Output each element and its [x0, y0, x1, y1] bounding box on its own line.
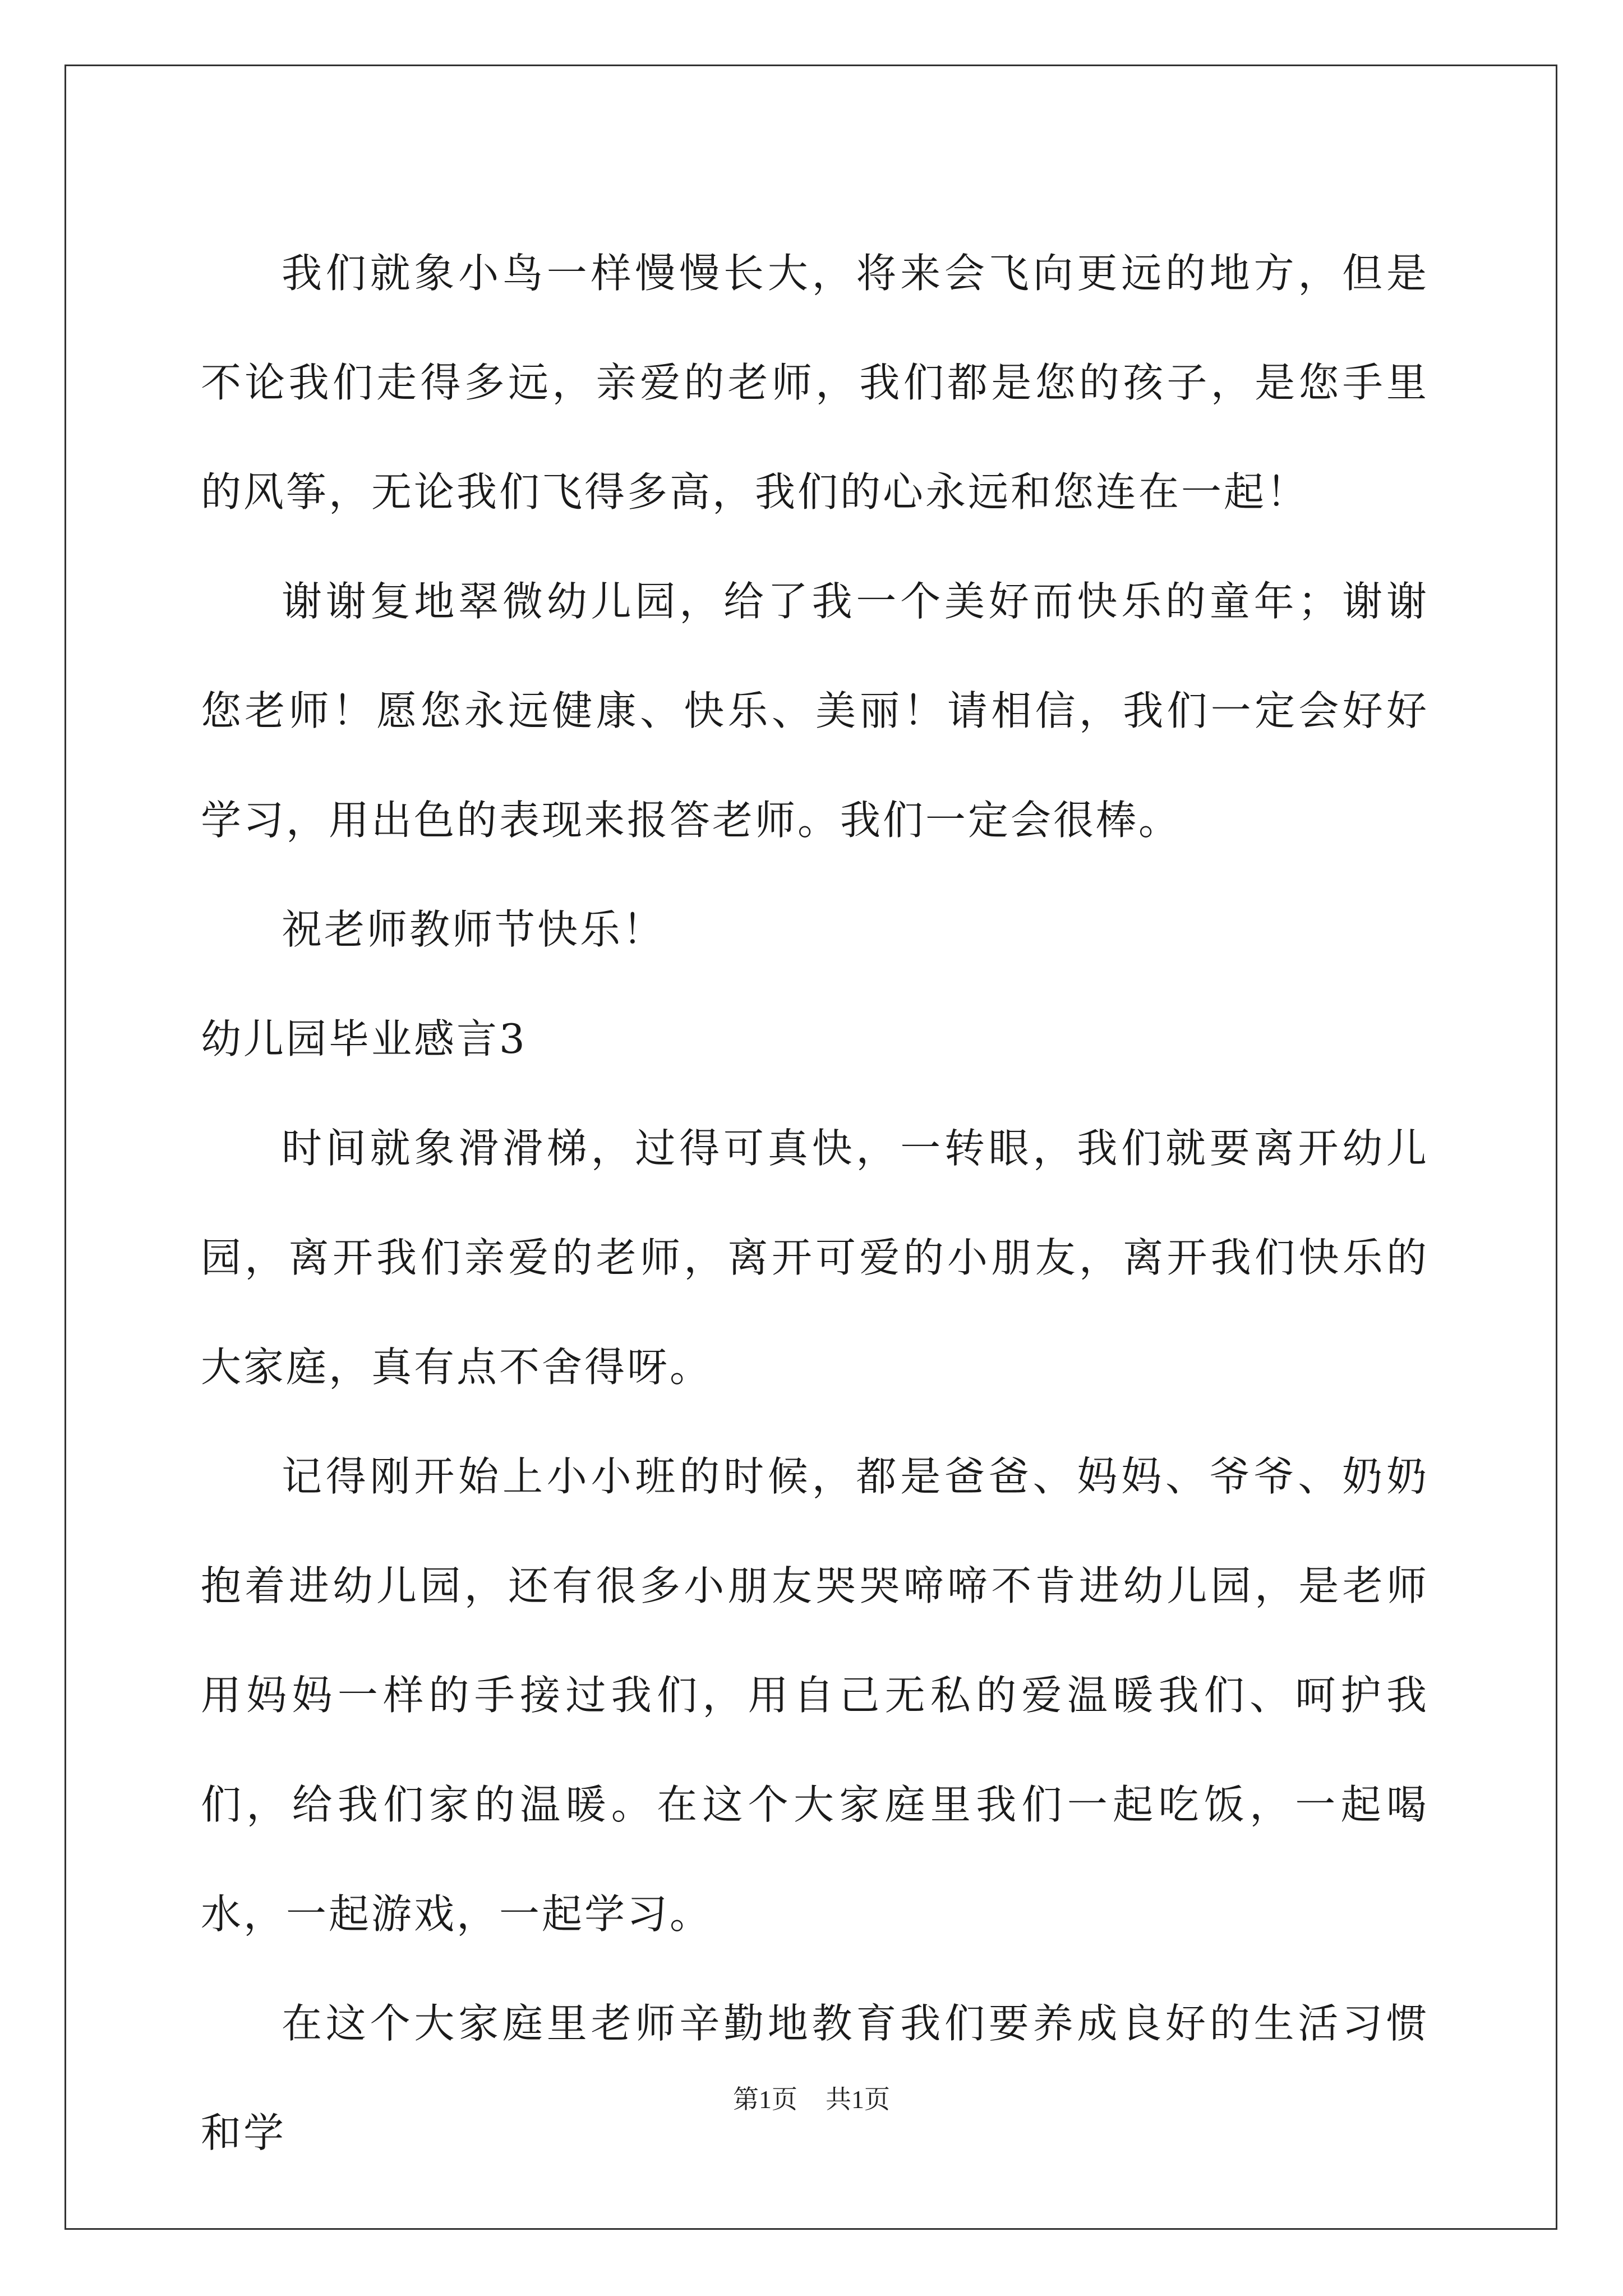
- paragraph: 记得刚开始上小小班的时候，都是爸爸、妈妈、爷爷、奶奶抱着进幼儿园，还有很多小朋友哭哭啼啼不肯进幼儿园，是老师用妈妈一样的手接过我们，用自己无私的爱温暖我们、呵护我们，给我们家的温暖。在这个大家庭里我们一起吃饭，一起喝水，一起游戏，一起学习。: [201, 1453, 1429, 1938]
- paragraph: 谢谢复地翠微幼儿园，给了我一个美好而快乐的童年；谢谢您老师！愿您永远健康、快乐、美丽！请相信，我们一定会好好学习，用出色的表现来报答老师。我们一定会很棒。: [201, 578, 1429, 844]
- page-total: 共1页: [826, 2085, 890, 2114]
- page-footer: [0, 2083, 1623, 2116]
- section-heading: 幼儿园毕业感言3: [201, 1015, 527, 1062]
- page-number: 第1页: [733, 2085, 797, 2114]
- paragraph: 祝老师教师节快乐！: [282, 906, 666, 953]
- paragraph: 我们就象小鸟一样慢慢长大，将来会飞向更远的地方，但是不论我们走得多远，亲爱的老师，我们都是您的孩子，是您手里的风筝，无论我们飞得多高，我们的心永远和您连在一起！: [201, 250, 1429, 516]
- document-body: [201, 219, 1429, 2188]
- paragraph: 在这个大家庭里老师辛勤地教育我们要养成良好的生活习惯和学: [201, 2000, 1429, 2156]
- paragraph: 时间就象滑滑梯，过得可真快，一转眼，我们就要离开幼儿园，离开我们亲爱的老师，离开可爱的小朋友，离开我们快乐的大家庭，真有点不舍得呀。: [201, 1125, 1429, 1391]
